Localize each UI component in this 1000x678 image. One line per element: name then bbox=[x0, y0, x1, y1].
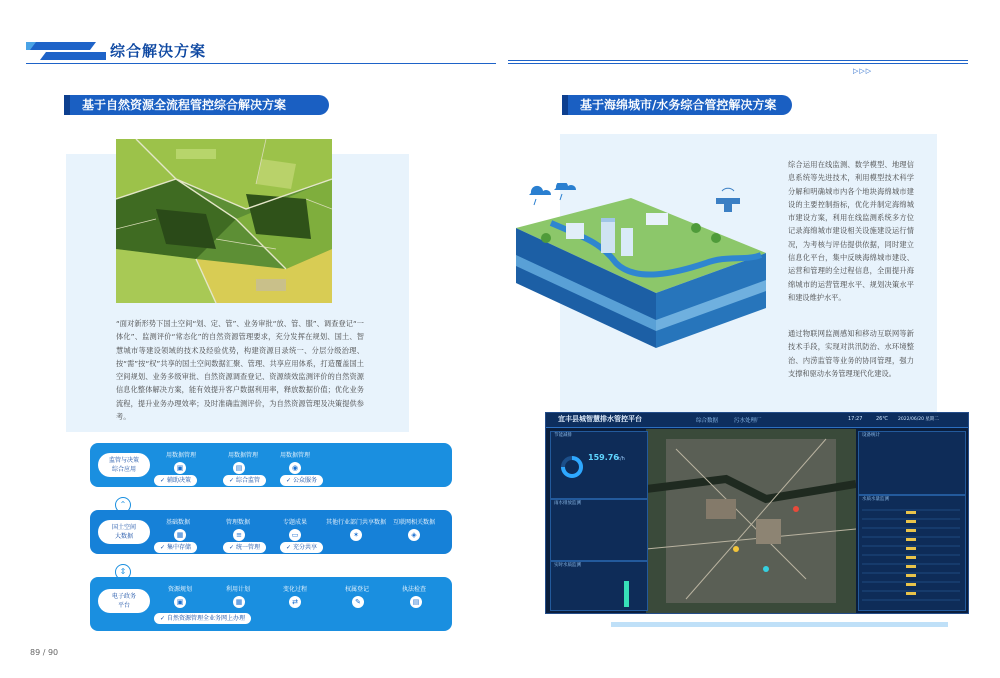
flow-col-label: 专题成果 bbox=[283, 519, 308, 526]
folder-icon: ▭ bbox=[289, 529, 301, 541]
dashboard-shadow-bar bbox=[611, 622, 948, 627]
left-description: “面对新形势下国土空间“划、定、管”、业务审批“放、管、服”、调查登记“一体化”、监测评价“常态化”的自然资源管理要求，充分发挥在规划、国土、智慧城市等建设领域的技术及经验优势，构建资源目录统一、分层分级治理、按“需”按“权”共享的国土空间数据汇聚、管理、共享应用体系，打造覆盖国土空间规划、业务多级审批、自然资源调查登记、资源绩效监测评价的自然资源信息化整体解决方案，能有效提升客户数据利用率，释放数据价值；优化业务流程，提升业务办理效率；及时准确监测评价，为自然资源管理及决策提供参考。 bbox=[116, 319, 364, 422]
plan-icon: ▣ bbox=[174, 596, 186, 608]
calendar-icon: ▦ bbox=[233, 596, 245, 608]
left-section-title: 基于自然资源全流程管控综合解决方案 bbox=[70, 95, 329, 115]
layers-icon: ≡ bbox=[233, 529, 245, 541]
share-icon: ✶ bbox=[350, 529, 362, 541]
flow-row-application bbox=[90, 443, 452, 487]
flow-tag: ✓ 公众服务 bbox=[280, 475, 323, 486]
panel-title: 雨水排放监测 bbox=[554, 501, 581, 506]
flow-row-label: 国土空间 大数据 bbox=[98, 520, 150, 544]
stamp-icon: ✎ bbox=[352, 596, 364, 608]
flow-tag: ✓ 综合监管 bbox=[223, 475, 266, 486]
dashboard-title: 宜丰县城智慧排水管控平台 bbox=[558, 415, 642, 423]
farmland-aerial-photo bbox=[116, 139, 332, 303]
right-description-2: 通过物联网监测感知和移动互联网等新技术手段，实现对洪汛防治、水环境整治、内涝监管等业务的协同管理，强力支撑和驱动水务管理现代化建设。 bbox=[788, 329, 914, 378]
flow-col-label: 执法检查 bbox=[402, 586, 427, 593]
flow-tag: ✓ 自然资源管理全业务网上办理 bbox=[154, 613, 251, 624]
dashboard-value: 159.76 bbox=[588, 453, 619, 462]
dashboard-time: 17:27 bbox=[848, 416, 863, 422]
page-section-title: 综合解决方案 bbox=[110, 42, 207, 60]
gauge-ring bbox=[560, 455, 584, 479]
drainage-dashboard-screenshot bbox=[545, 412, 969, 614]
panel-title: 实时水质监测 bbox=[554, 563, 581, 568]
header-divider-left bbox=[26, 63, 496, 64]
flow-col-label: 用数据管理 bbox=[280, 452, 311, 459]
dashboard-unit: t/h bbox=[618, 456, 625, 462]
header-divider-right-top bbox=[508, 60, 968, 61]
flow-col-label: 其他行业部门共享数据 bbox=[326, 519, 387, 526]
header-divider-right bbox=[508, 63, 968, 64]
flow-tag: ✓ 辅助决策 bbox=[154, 475, 197, 486]
sponge-city-isometric-illustration bbox=[506, 183, 772, 363]
flow-col-label: 用数据管理 bbox=[228, 452, 259, 459]
dashboard-tab-overview: 综合数据 bbox=[696, 418, 719, 424]
flow-col-label: 利用计划 bbox=[226, 586, 251, 593]
flow-col-label: 互联网相关数据 bbox=[393, 519, 436, 526]
flow-row-label: 电子政务 平台 bbox=[98, 589, 150, 613]
flow-row-label: 监管与决策 综合应用 bbox=[98, 453, 150, 477]
header-decor-bars-icon bbox=[26, 40, 106, 62]
right-description-1: 综合运用在线监测、数学模型、地理信息系统等先进技术，利用模型技术科学分解和明确城市内各个地块海绵城市建设的主要控制指标，优化并制定海绵城市建设方案，利用在线监测系统多方位记录海绵城市建设相关设施建设运行情况，为考核与评估提供依据，同时建立信息化平台，集中反映海绵城市建设、运营和管理的全过程信息，全面提升海绵城市的运营管理水平、规划决策水平和建设维护水平。 bbox=[788, 160, 914, 302]
chart-icon: ▤ bbox=[233, 462, 245, 474]
flow-col-label: 管理数据 bbox=[226, 519, 251, 526]
dashboard-date: 2022/06/20 星期二 bbox=[898, 417, 939, 422]
flow-row-egov bbox=[90, 577, 452, 631]
flow-col-label: 用数据管理 bbox=[166, 452, 197, 459]
flow-tag: ✓ 统一管理 bbox=[223, 542, 266, 553]
flow-col-label: 基础数据 bbox=[166, 519, 191, 526]
flow-tag: ✓ 集中存储 bbox=[154, 542, 197, 553]
flow-col-label: 资源规划 bbox=[168, 586, 193, 593]
flow-tag: ✓ 充分共享 bbox=[280, 542, 323, 553]
panel-title: 设备统计 bbox=[862, 433, 880, 438]
network-icon: ◈ bbox=[408, 529, 420, 541]
bulb-icon: ◉ bbox=[289, 462, 301, 474]
flow-connector-up-icon: ⌃ bbox=[115, 497, 131, 513]
dashboard-temp: 26℃ bbox=[876, 416, 888, 422]
transfer-icon: ⇄ bbox=[289, 596, 301, 608]
monitor-icon: ▣ bbox=[174, 462, 186, 474]
panel-title: 水质水量监测 bbox=[862, 497, 889, 502]
flow-connector-updown-icon: ⇕ bbox=[115, 564, 131, 580]
inspection-icon: ▤ bbox=[410, 596, 422, 608]
panel-title: 节能减排 bbox=[554, 433, 572, 438]
page-number: 89 / 90 bbox=[30, 648, 59, 657]
flow-col-label: 变化过程 bbox=[283, 586, 308, 593]
database-icon: ▦ bbox=[174, 529, 186, 541]
right-section-title: 基于海绵城市/水务综合管控解决方案 bbox=[568, 95, 792, 115]
flow-row-bigdata bbox=[90, 510, 452, 554]
dashboard-tab-plant: 污水处理厂 bbox=[734, 418, 762, 424]
header-arrows-icon: ▷▷▷ bbox=[853, 67, 873, 75]
dashboard-city-map bbox=[646, 429, 856, 613]
flow-col-label: 权属登记 bbox=[345, 586, 370, 593]
